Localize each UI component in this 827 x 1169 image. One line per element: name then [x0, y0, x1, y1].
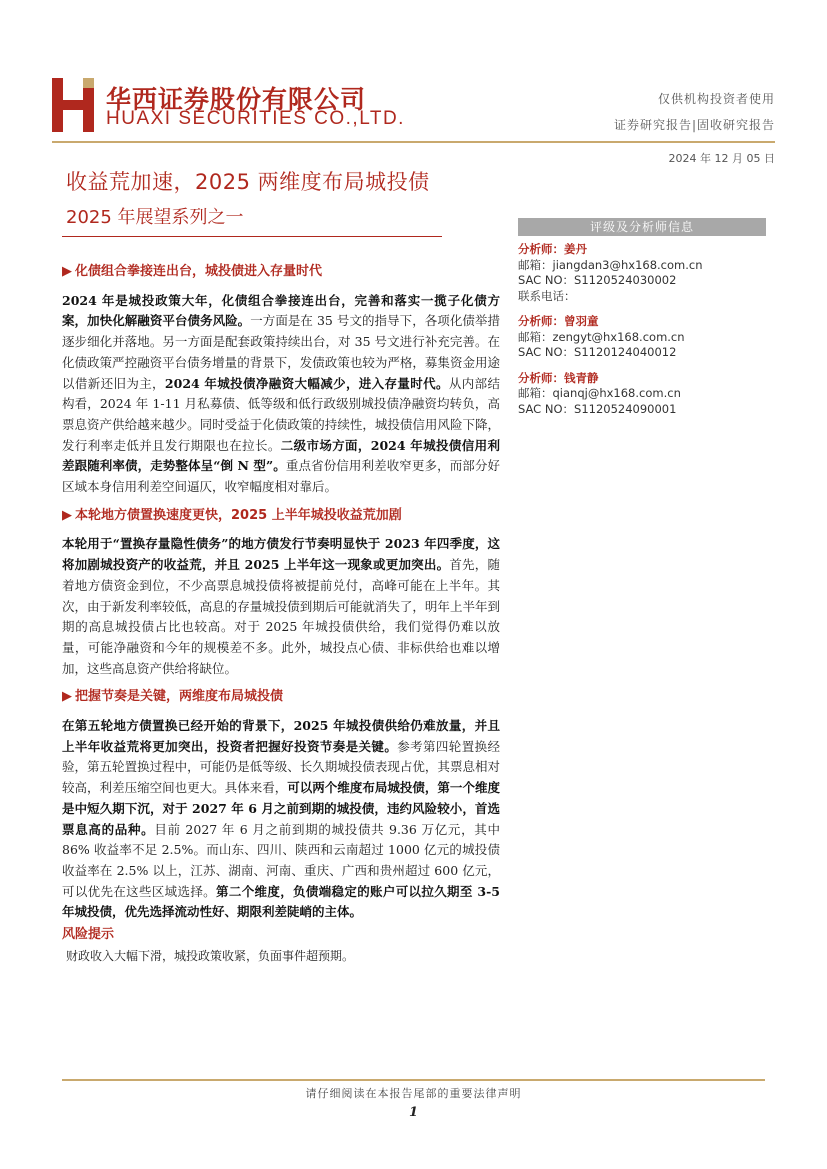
bold-text: 二级市场方面，2024 年城投债信用利差跟随利率债，走势整体呈“倒 N 型”。: [62, 437, 500, 474]
analyst-sac: SAC NO：S1120124040012: [518, 345, 677, 359]
audience-note: 仅供机构投资者使用: [657, 92, 775, 106]
analyst-email[interactable]: 邮箱：zengyt@hx168.com.cn: [518, 329, 685, 344]
sidebar-heading: 评级及分析师信息: [518, 218, 766, 236]
body-text: 重点省份信用利差收窄更多，而部分好区域本身信用利差空间逼仄，收窄幅度相对靠后。: [62, 458, 500, 495]
section-1: [62, 262, 500, 498]
analyst-sac: SAC NO：S1120524030002: [518, 273, 677, 287]
risk-heading: 风险提示: [62, 927, 115, 943]
body-text: 目前 2027 年 6 月之前到期的城投债共 9.36 万亿元，其中 86% 收益率不足 2.5%。而山东、四川、陕西和云南超过 1000 亿元的城投债收益率在 2.5% 以上，江苏、湖南、河南、重庆、广西和贵州超过 600 亿元，可以优先在这些区域选择。: [62, 821, 500, 899]
main-content: [62, 262, 500, 967]
analyst-sac: SAC NO：S1120524090001: [518, 401, 677, 416]
triangle-bullet-icon: ▶: [62, 689, 72, 705]
bold-text: 在第五轮地方债置换已经开始的背景下，2025 年城投债供给仍难放量，并且上半年收益荒将更加突出，投资者把握好投资节奏是关键。: [62, 718, 500, 754]
risk-text: 财政收入大幅下滑，城投政策收紧，负面事件超预期。: [66, 948, 355, 963]
page-number: 1: [408, 1105, 419, 1120]
title-underline: [62, 236, 442, 237]
bold-text: 2024 年是城投政策大年，化债组合拳接连出台，完善和落实一揽子化债方案，加快化解融资平台债务风险。: [62, 292, 500, 329]
bold-text: 本轮用于“置换存量隐性债务”的地方债发行节奏明显快于 2023 年四季度，这将加剧城投资产的收益荒，并且 2025 上半年这一现象或更加突出。: [62, 536, 500, 573]
triangle-bullet-icon: ▶: [62, 264, 72, 279]
body-text: 首先，随着地方债资金到位，不少高票息城投债将被提前兑付，高峰可能在上半年。其次，由于新发利率较低，高息的存量城投债到期后可能就消失了，明年上半年到期的高息城投债占比也较高。对于 2025 年城投债供给，我们觉得仍难以放量，可能净融资和今年的规模差不多。此外，城投点心债、非标供给也难以增加，这些高息资产供给将缺位。: [62, 557, 500, 676]
analyst-card: [518, 242, 766, 304]
report-type: 证券研究报告|固收研究报告: [613, 118, 775, 132]
analyst-name: 分析师：钱青静: [518, 370, 599, 385]
section-paragraph: [62, 716, 500, 923]
body-text: 从内部结构看，2024 年 1-11 月私募债、低等级和低行政级别城投债净融资均转负，高票息资产供给越来越少。同时受益于化债政策的持续性，城投债信用风险下降，发行利率走低并且发行期限也在拉长。: [62, 375, 500, 453]
section-heading: ▶ 化债组合拳接连出台，城投债进入存量时代: [62, 264, 323, 279]
analyst-card: [518, 314, 766, 361]
body-text: 一方面是在 35 号文的指导下，各项化债举措逐步细化并落地。另一方面是配套政策持续出台，对 35 号文进行补充完善。在化债政策严控融资平台债务增量的背景下，发债政策也较为严格，募集资金用途以借新还旧为主，: [62, 313, 500, 391]
huaxi-logo-icon: [52, 78, 94, 132]
analyst-name: 分析师：姜丹: [518, 242, 587, 256]
analyst-email[interactable]: 邮箱：jiangdan3@hx168.com.cn: [518, 257, 703, 272]
analyst-phone: 联系电话：: [518, 288, 576, 303]
analyst-sidebar: [518, 218, 766, 427]
analyst-email[interactable]: 邮箱：qianqj@hx168.com.cn: [518, 386, 681, 400]
body-text: 参考第四轮置换经验，第五轮置换过程中，可能仍是低等级、长久期城投债表现占优，其票息相对较高，利差压缩空间也更大。具体来看，: [62, 738, 500, 796]
report-title: 收益荒加速，2025 两维度布局城投债: [66, 170, 430, 194]
legal-disclaimer-note: 请仔细阅读在本报告尾部的重要法律声明: [305, 1087, 522, 1100]
company-name-en: HUAXI SECURITIES CO.,LTD.: [106, 108, 405, 129]
section-2: [62, 506, 500, 680]
company-name-cn: 华西证券股份有限公司: [106, 85, 367, 114]
section-heading: ▶ 把握节奏是关键，两维度布局城投债: [62, 689, 284, 705]
section-paragraph: [62, 534, 500, 679]
bold-text: 第二个维度，负债端稳定的账户可以拉久期至 3-5 年城投债，优先选择流动性好、期限利差陡峭的主体。: [62, 883, 500, 920]
report-date: 2024 年 12 月 05 日: [668, 152, 775, 165]
analyst-card: [518, 371, 766, 418]
report-subtitle: 2025 年展望系列之一: [66, 207, 244, 228]
analyst-name: 分析师：曾羽童: [518, 314, 599, 328]
bold-text: 2024 年城投债净融资大幅减少，进入存量时代。: [164, 375, 449, 391]
bold-text: 可以两个维度布局城投债，第一个维度是中短久期下沉，对于 2027 年 6 月之前到期的城投债，违约风险较小，首选票息高的品种。: [62, 780, 500, 837]
triangle-bullet-icon: ▶: [62, 507, 72, 523]
header-divider: [52, 141, 775, 143]
footer-divider: [62, 1079, 765, 1081]
section-heading: ▶ 本轮地方债置换速度更快，2025 上半年城投收益荒加剧: [62, 507, 402, 523]
section-paragraph: [62, 291, 500, 498]
section-3: [62, 687, 500, 923]
